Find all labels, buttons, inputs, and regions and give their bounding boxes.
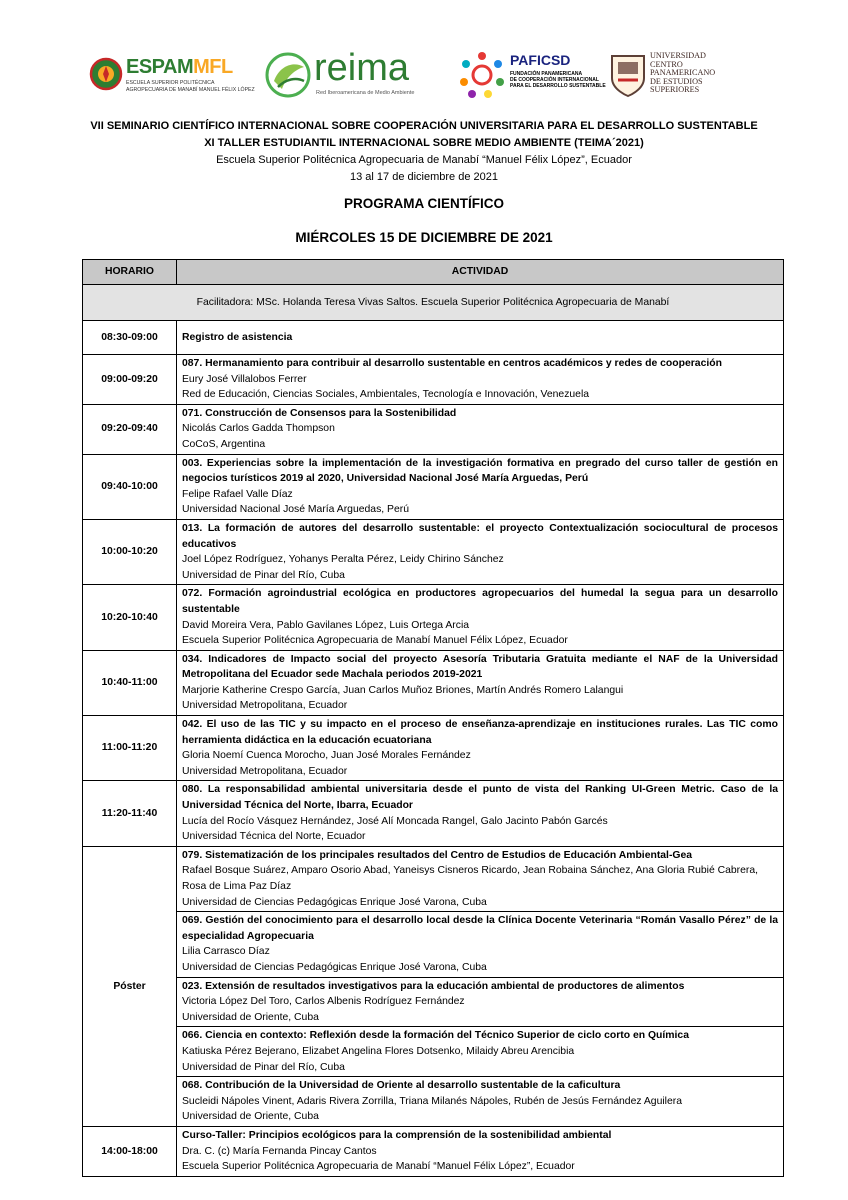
activity-affiliation: Escuela Superior Politécnica Agropecuaria de Manabí Manuel Félix López, Ecuador (182, 635, 568, 647)
ucpes-line5: SUPERIORES (650, 85, 700, 94)
paficsd-name: PAFICSD (510, 52, 571, 68)
activity-authors: Lucía del Rocío Vásquez Hernández, José Alí Moncada Rangel, Galo Jacinto Pabón Garcés (182, 815, 608, 827)
activity-title: 003. Experiencias sobre la implementación de la investigación formativa en pregrado del curso taller de gestión en negocios turísticos 2019 al 2020, Universidad Nacional José María Arguedas, Perú (182, 457, 778, 485)
paficsd-line2: DE COOPERACIÓN INTERNACIONAL (510, 77, 599, 83)
reima-name: reima (314, 47, 410, 89)
program-title: PROGRAMA CIENTÍFICO (344, 196, 504, 211)
activity-authors: Nicolás Carlos Gadda Thompson (182, 423, 335, 435)
activity-cell (177, 781, 784, 846)
table-row (83, 1027, 784, 1077)
reima-tagline: Red Iberoamericana de Medio Ambiente (316, 90, 415, 96)
day-title: MIÉRCOLES 15 DE DICIEMBRE DE 2021 (295, 230, 553, 245)
activity-cell (177, 1027, 784, 1077)
table-row (83, 1126, 784, 1176)
activity-title: 042. El uso de las TIC y su impacto en el proceso de enseñanza-aprendizaje en instituciones rurales. Las TIC como herramienta didáctica en la educación ecuatoriana (182, 719, 778, 746)
activity-affiliation: Universidad Nacional José María Arguedas, Perú (182, 504, 409, 516)
activity-authors: Marjorie Katherine Crespo García, Juan Carlos Muñoz Briones, Martín Andrés Romero Lalangui (182, 684, 624, 696)
activity-authors: Victoria López Del Toro, Carlos Albenis Rodríguez Fernández (182, 996, 465, 1008)
activity-title: 087. Hermanamiento para contribuir al desarrollo sustentable en centros académicos y redes de cooperación (182, 358, 722, 369)
program-table (82, 259, 784, 1177)
activity-authors: Dra. C. (c) María Fernanda Pincay Cantos (182, 1145, 377, 1157)
espam-line1: ESCUELA SUPERIOR POLITÉCNICA (126, 80, 215, 86)
activity-affiliation: Escuela Superior Politécnica Agropecuaria de Manabí “Manuel Félix López”, Ecuador (182, 1161, 575, 1173)
column-header-time: HORARIO (83, 260, 177, 285)
activity-cell (177, 846, 784, 911)
table-row (83, 912, 784, 977)
time-cell: 10:20-10:40 (83, 585, 177, 650)
paficsd-line1: FUNDACIÓN PANAMERICANA (510, 71, 583, 77)
activity-authors: Felipe Rafael Valle Díaz (182, 488, 293, 500)
activity-authors: Katiuska Pérez Bejerano, Elizabet Angelina Flores Dotsenko, Milaidy Abreu Arencibia (182, 1045, 575, 1057)
ucpes-shield-icon (610, 50, 646, 98)
time-cell: 10:40-11:00 (83, 650, 177, 715)
activity-cell (177, 355, 784, 405)
activity-affiliation: CoCoS, Argentina (182, 438, 266, 450)
activity-title: 071. Construcción de Consensos para la Sostenibilidad (182, 407, 457, 419)
activity-cell (177, 1126, 784, 1176)
table-row (83, 404, 784, 454)
activity-authors: Rafael Bosque Suárez, Amparo Osorio Abad, Yaneisys Cisneros Ricardo, Jean Robaina Sánchez, Ana Gloria Rubié Cabrera, Rosa de Lima Paz Díaz (182, 865, 759, 892)
registration-row (83, 321, 784, 355)
table-row (83, 650, 784, 715)
activity-affiliation: Universidad de Pinar del Río, Cuba (182, 569, 345, 581)
espam-name: ESPAM (126, 56, 194, 78)
event-header (0, 118, 848, 186)
paficsd-line3: PARA EL DESARROLLO SUSTENTABLE (510, 83, 606, 89)
activity-affiliation: Universidad de Pinar del Río, Cuba (182, 1061, 345, 1073)
activity-authors: David Moreira Vera, Pablo Gavilanes López, Luis Ortega Arcia (182, 619, 470, 631)
reima-logo (264, 44, 434, 106)
ucpes-logo (610, 44, 728, 106)
ucpes-line3: PANAMERICANO (650, 68, 716, 77)
time-cell: 11:20-11:40 (83, 781, 177, 846)
time-cell: 09:40-10:00 (83, 454, 177, 519)
time-cell: Póster (83, 846, 177, 1126)
paficsd-people-circle-icon (458, 50, 506, 98)
activity-title: 034. Indicadores de Impacto social del proyecto Asesoría Tributaria Gratuita mediante el NAF de la Universidad Metropolitana del Ecuador sede Machala periodos 2019-2021 (182, 653, 778, 681)
activity-affiliation: Universidad de Oriente, Cuba (182, 1011, 319, 1023)
time-cell: 14:00-18:00 (83, 1126, 177, 1176)
ucpes-line2: CENTRO (650, 59, 683, 69)
table-row (83, 716, 784, 781)
activity-title: 068. Contribución de la Universidad de Oriente al desarrollo sustentable de la caficultura (182, 1080, 621, 1092)
paficsd-logo (458, 44, 606, 106)
activity-cell (177, 404, 784, 454)
activity-cell (177, 650, 784, 715)
table-header-row (83, 260, 784, 285)
table-row (83, 519, 784, 584)
activity-title: 023. Extensión de resultados investigativos para la educación ambiental de productores de alimentos (182, 980, 685, 992)
activity-authors: Eury José Villalobos Ferrer (182, 373, 307, 385)
activity-affiliation: Red de Educación, Ciencias Sociales, Ambientales, Tecnología e Innovación, Venezuela (182, 389, 590, 401)
activity-cell (177, 1077, 784, 1127)
activity-title: 079. Sistematización de los principales resultados del Centro de Estudios de Educación Ambiental-Gea (182, 849, 693, 861)
activity-cell (177, 716, 784, 781)
table-row (83, 454, 784, 519)
activity-affiliation: Universidad de Ciencias Pedagógicas Enrique José Varona, Cuba (182, 896, 487, 908)
time-cell: 08:30-09:00 (83, 321, 177, 355)
activity-title: 072. Formación agroindustrial ecológica en productores agropecuarios del humedal la segua para un desarrollo sustentable (182, 588, 778, 615)
activity-title: Curso-Taller: Principios ecológicos para la comprensión de la sostenibilidad ambiental (182, 1129, 612, 1141)
time-cell: 09:20-09:40 (83, 404, 177, 454)
activity-affiliation: Universidad Metropolitana, Ecuador (182, 700, 348, 712)
activity-cell (177, 585, 784, 650)
activity-title: 080. La responsabilidad ambiental universitaria desde el punto de vista del Ranking UI-Green Metric. Caso de la Universidad Técnica del Norte, Ibarra, Ecuador (182, 784, 778, 812)
column-header-activity: ACTIVIDAD (177, 260, 784, 285)
activity-title: 069. Gestión del conocimiento para el desarrollo local desde la Clínica Docente Veterinaria “Román Vasallo Pérez” de la especialidad Agropecuaria (182, 915, 778, 942)
table-row (83, 355, 784, 405)
header-line-4: 13 al 17 de diciembre de 2021 (350, 171, 498, 183)
header-line-3: Escuela Superior Politécnica Agropecuaria de Manabí “Manuel Félix López”, Ecuador (216, 154, 632, 166)
espam-logo (88, 44, 255, 106)
activity-authors: Lilia Carrasco Díaz (182, 946, 270, 958)
time-cell: 11:00-11:20 (83, 716, 177, 781)
ucpes-line4: DE ESTUDIOS (650, 76, 703, 86)
table-row (83, 846, 784, 911)
activity-affiliation: Universidad Técnica del Norte, Ecuador (182, 831, 366, 843)
reima-globe-icon (264, 51, 312, 99)
activity-affiliation: Universidad de Ciencias Pedagógicas Enrique José Varona, Cuba (182, 961, 487, 973)
activity-cell (177, 912, 784, 977)
time-cell: 09:00-09:20 (83, 355, 177, 405)
espam-line2: AGROPECUARIA DE MANABÍ MANUEL FÉLIX LÓPEZ (126, 87, 255, 93)
activity-cell (177, 454, 784, 519)
ucpes-line1: UNIVERSIDAD (650, 51, 706, 60)
header-line-2: XI TALLER ESTUDIANTIL INTERNACIONAL SOBRE MEDIO AMBIENTE (TEIMA´2021) (204, 137, 644, 149)
facilitator-row (83, 285, 784, 321)
header-line-1: VII SEMINARIO CIENTÍFICO INTERNACIONAL SOBRE COOPERACIÓN UNIVERSITARIA PARA EL DESARROLLO SUSTENTABLE (90, 120, 758, 132)
time-cell: 10:00-10:20 (83, 519, 177, 584)
activity-cell (177, 519, 784, 584)
table-row (83, 781, 784, 846)
activity-authors: Joel López Rodríguez, Yohanys Peralta Pérez, Leidy Chirino Sánchez (182, 554, 504, 566)
registration-label: Registro de asistencia (177, 321, 784, 355)
activity-authors: Sucleidi Nápoles Vinent, Adaris Rivera Zorrilla, Triana Milanés Nápoles, Rubén de Jesús Fernández Aguilera (182, 1095, 682, 1107)
activity-title: 066. Ciencia en contexto: Reflexión desde la formación del Técnico Superior de ciclo corto en Química (182, 1030, 689, 1042)
activity-cell (177, 977, 784, 1027)
logos-bar (88, 44, 728, 106)
activity-affiliation: Universidad Metropolitana, Ecuador (182, 765, 348, 777)
activity-title: 013. La formación de autores del desarrollo sustentable: el proyecto Contextualización sociocultural de procesos educativos (182, 522, 778, 550)
table-row (83, 585, 784, 650)
table-row (83, 1077, 784, 1127)
espam-suffix: MFL (193, 56, 233, 78)
facilitator-text: Facilitadora: MSc. Holanda Teresa Vivas Saltos. Escuela Superior Politécnica Agropecuaria de Manabí (83, 285, 784, 321)
activity-authors: Gloria Noemí Cuenca Morocho, Juan José Morales Fernández (182, 750, 471, 762)
activity-affiliation: Universidad de Oriente, Cuba (182, 1111, 319, 1123)
table-row (83, 977, 784, 1027)
